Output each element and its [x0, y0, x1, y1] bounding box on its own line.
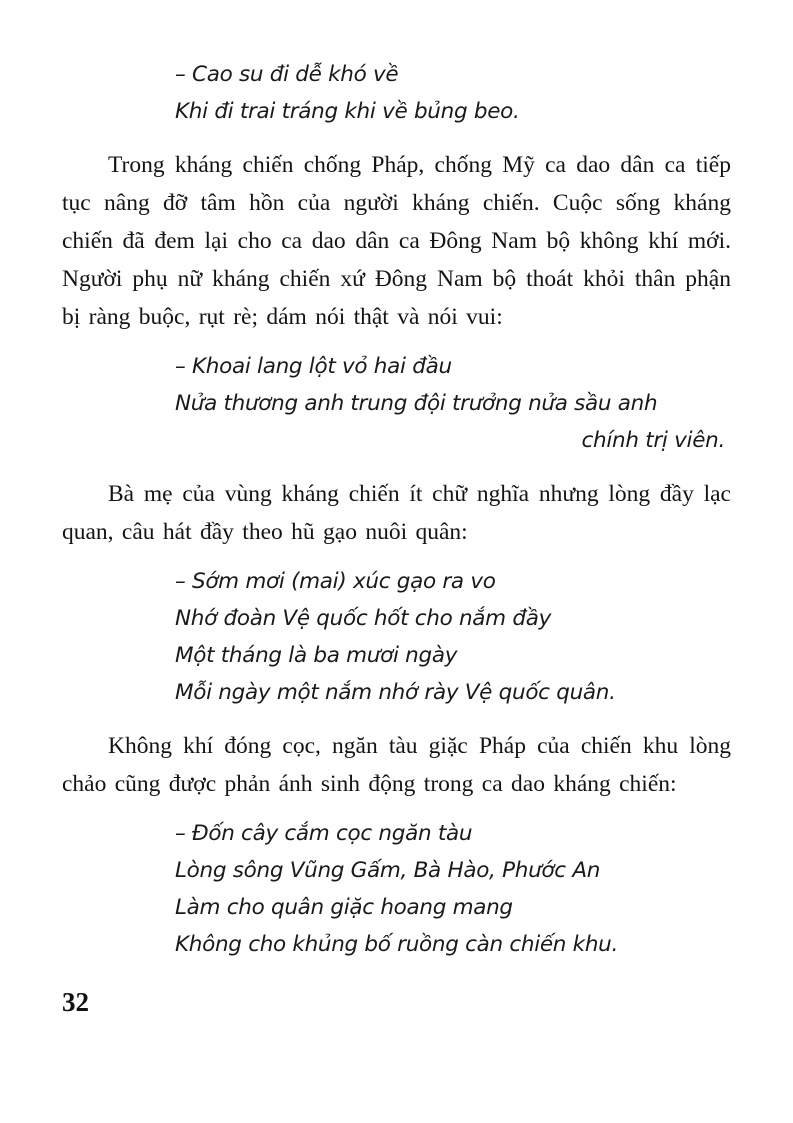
verse-line: – Khoai lang lột vỏ hai đầu [175, 354, 452, 379]
body-paragraph-1: Trong kháng chiến chống Pháp, chống Mỹ ca dao dân ca tiếp tục nâng đỡ tâm hồn của người kháng chiến. Cuộc sống kháng chiến đã đem lại cho ca dao dân ca Đông Nam bộ không khí mới. Người phụ nữ kháng chiến xứ Đông Nam bộ thoát khỏi thân phận bị ràng buộc, rụt rè; dám nói thật và nói vui: [62, 152, 731, 330]
verse-line-continuation: chính trị viên. [581, 428, 725, 453]
folk-verse-quote-3 [175, 563, 731, 711]
verse-line: Khi đi trai tráng khi về bủng beo. [175, 99, 520, 124]
verse-line: Nửa thương anh trung đội trưởng nửa sầu anh [175, 391, 658, 416]
verse-line: Không cho khủng bố ruồng càn chiến khu. [175, 932, 619, 957]
folk-verse-quote-2 [175, 348, 731, 459]
body-paragraph-3: Không khí đóng cọc, ngăn tàu giặc Pháp của chiến khu lòng chảo cũng được phản ánh sinh động trong ca dao kháng chiến: [62, 733, 731, 797]
verse-line: Lòng sông Vũng Gấm, Bà Hào, Phước An [175, 858, 601, 883]
body-paragraph-2: Bà mẹ của vùng kháng chiến ít chữ nghĩa nhưng lòng đầy lạc quan, câu hát đầy theo hũ gạo nuôi quân: [62, 481, 731, 545]
verse-line: Một tháng là ba mươi ngày [175, 643, 458, 668]
page-number: 32 [62, 987, 89, 1017]
verse-line: – Cao su đi dễ khó về [175, 62, 399, 87]
verse-line: Mỗi ngày một nắm nhớ rày Vệ quốc quân. [175, 680, 616, 705]
folk-verse-quote-1 [175, 56, 731, 130]
verse-line: – Sớm mơi (mai) xúc gạo ra vo [175, 569, 496, 594]
folk-verse-quote-4 [175, 815, 731, 963]
verse-line: Nhớ đoàn Vệ quốc hốt cho nắm đầy [175, 606, 551, 631]
verse-line: Làm cho quân giặc hoang mang [175, 895, 513, 920]
verse-line: – Đốn cây cắm cọc ngăn tàu [175, 821, 473, 846]
